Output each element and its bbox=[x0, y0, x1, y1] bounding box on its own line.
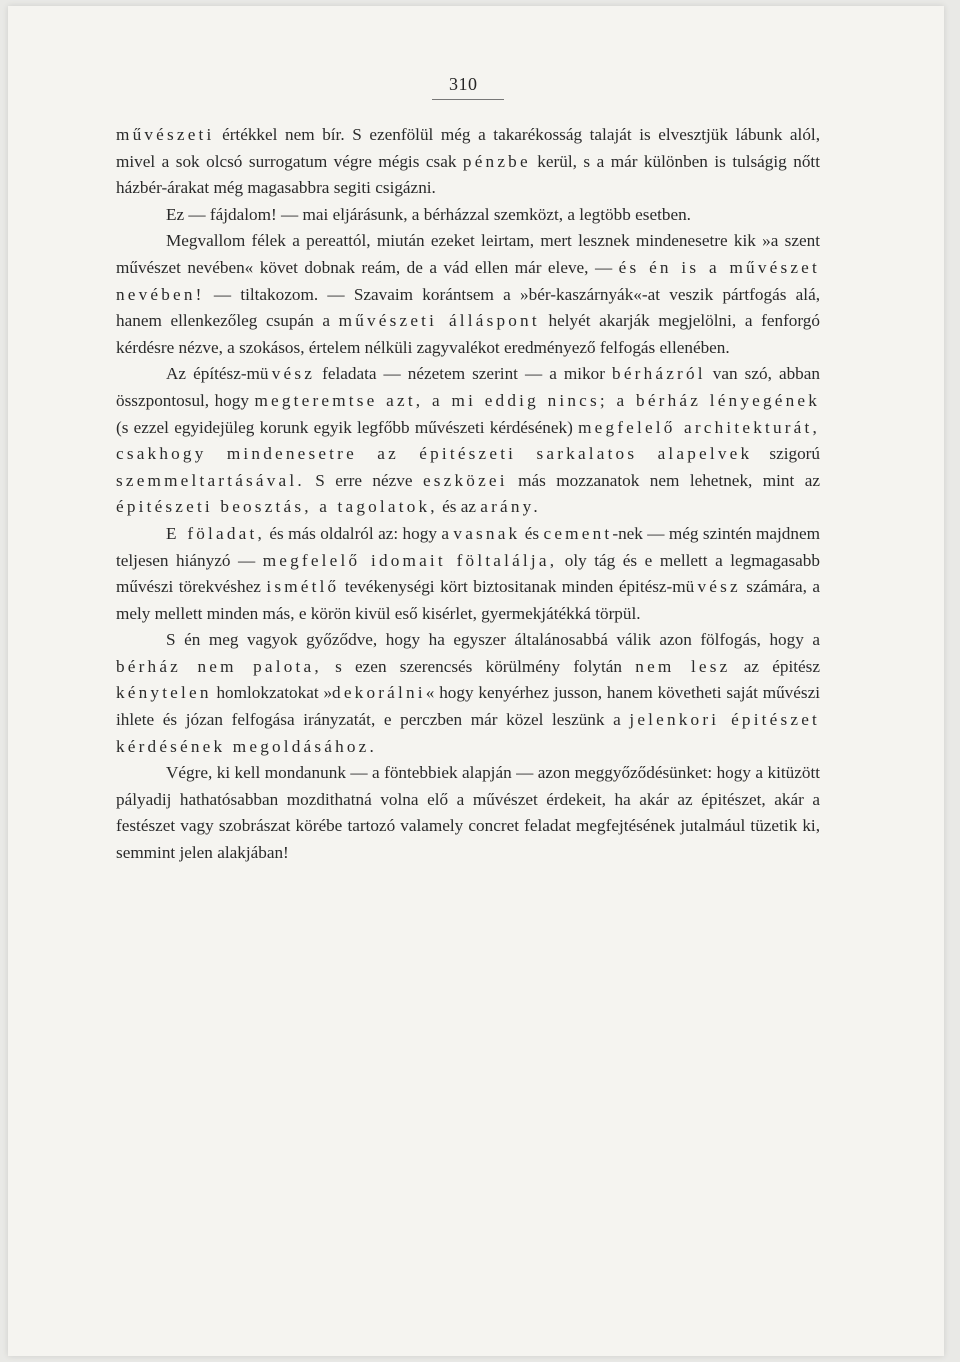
spaced-emphasis: kénytelen bbox=[116, 683, 212, 703]
paragraph bbox=[116, 228, 820, 361]
text-run: más mozzanatok nem lehetnek, mint az bbox=[507, 470, 820, 490]
text-run: Megvallom félek a pereattól, miután ezeket leirtam, mert lesznek mindenesetre kik »a szent művészet nevében« követ dobnak reám, de a vád ellen már eleve, — bbox=[116, 231, 820, 277]
text-run: és az bbox=[437, 497, 481, 517]
text-run: S én meg vagyok győződve, hogy ha egyszer általánosabbá válik azon fölfogás, hogy a bbox=[166, 630, 820, 650]
page-number-rule bbox=[432, 99, 504, 100]
spaced-emphasis: üvész bbox=[259, 364, 316, 384]
text-run: Ez — fájdalom! — mai eljárásunk, a bérházzal szemközt, a legtöbb esetben. bbox=[166, 204, 691, 224]
spaced-emphasis: E föladat, bbox=[166, 523, 265, 543]
spaced-emphasis: nem lesz bbox=[635, 656, 731, 676]
text-run: szigorú bbox=[752, 444, 821, 464]
spaced-emphasis: megfelelő idomait föltalálja, bbox=[262, 550, 558, 570]
text-run: és más oldalról az: hogy a bbox=[264, 523, 454, 543]
spaced-emphasis: ismétlő bbox=[266, 577, 340, 597]
spaced-emphasis: vasnak bbox=[453, 523, 521, 543]
page-number: 310 bbox=[449, 74, 478, 94]
paragraph bbox=[116, 521, 820, 627]
paragraph bbox=[116, 202, 820, 229]
spaced-emphasis: bérház nem palota, bbox=[116, 656, 322, 676]
spaced-emphasis: dekorálni bbox=[332, 683, 426, 703]
paragraph bbox=[116, 627, 820, 760]
text-run: az épitész bbox=[730, 656, 820, 676]
text-run: feladata — nézetem szerint — a mikor bbox=[315, 364, 613, 384]
text-run: — tiltakozom. — Szavaim korántsem a »bér-kaszárnyák«-at veszik pártfogás alá, hanem ellenkezőleg csupán a bbox=[116, 284, 820, 331]
spaced-emphasis: üvész bbox=[685, 577, 741, 597]
spaced-emphasis: épitészeti beosztás, a tagolatok, bbox=[116, 497, 438, 517]
paragraph bbox=[116, 361, 820, 521]
text-run: és bbox=[520, 523, 544, 543]
spaced-emphasis: művészeti bbox=[116, 125, 215, 144]
text-run: homlokzatokat » bbox=[211, 683, 333, 703]
text-run: oly tág és e mellett a legmagasabb művészi törekvéshez bbox=[116, 550, 820, 597]
spaced-emphasis: művészeti álláspont bbox=[338, 311, 540, 331]
body-text bbox=[116, 122, 820, 867]
paragraph bbox=[116, 122, 820, 202]
text-run: számára, a mely mellett minden más, e körön kivül eső kisérlet, gyermekjátékká törpül. bbox=[116, 577, 821, 623]
spaced-emphasis: arány. bbox=[480, 497, 541, 517]
text-run: Végre, ki kell mondanunk — a föntebbiek alapján — azon meggyőződésünket: hogy a kitüzött pályadij hathatósabban mozdithatná volna elő a művészet érdekeit, ha akár az épitészet, akár a festészet vagy szobrászat körébe tartozó valamely concret feladat megfejtésének jutalmául tüzetik ki, semmint jelen alakjában! bbox=[116, 763, 820, 863]
text-run: értékkel nem bír. S ezenfölül még a takarékosság talaját is elvesztjük lábunk alól, mivel a sok olcsó surrogatum végre mégis csak bbox=[116, 125, 820, 171]
spaced-emphasis: bérházról bbox=[612, 364, 706, 384]
text-run: kerül, s a már különben is tulságig nőtt házbér-árakat még magasabbra segiti csigázni. bbox=[116, 151, 820, 198]
text-run: tevékenységi kört biztositanak minden épitész-m bbox=[339, 577, 686, 597]
spaced-emphasis: megteremtse azt, a mi eddig nincs; a bérház lényegének bbox=[254, 390, 821, 410]
spaced-emphasis: és én is a művészet nevében! bbox=[116, 257, 820, 304]
spaced-emphasis: pénzbe bbox=[462, 151, 531, 171]
text-run: van szó, abban összpontosul, hogy bbox=[116, 364, 820, 410]
text-run: « hogy kenyérhez jusson, hanem követheti saját művészi ihlete és józan felfogása irányzatát, e perczben már közel leszünk a bbox=[116, 683, 820, 730]
text-run: -nek — még szintén majdnem teljesen hiányzó — bbox=[116, 523, 820, 570]
spaced-emphasis: megfelelő architekturát, csakhogy mindenesetre az épitészeti sarkalatos alapelvek bbox=[116, 417, 820, 464]
spaced-emphasis: cement bbox=[543, 523, 613, 543]
text-run: S erre nézve bbox=[304, 470, 423, 490]
spaced-emphasis: jelenkori épitészet kérdésének megoldásához. bbox=[116, 710, 820, 756]
spaced-emphasis: eszközei bbox=[422, 470, 508, 490]
text-run: helyét akarják megjelölni, a fenforgó kérdésre nézve, a szokásos, értelem nélküli zagyvalékot eredményező felfogás ellenében. bbox=[116, 311, 820, 357]
text-run: s ezen szerencsés körülmény folytán bbox=[321, 656, 636, 676]
text-run: (s ezzel egyidejüleg korunk egyik legfőbb művészeti kérdésének) bbox=[116, 417, 579, 437]
page-sheet bbox=[8, 6, 944, 1356]
text-run: Az építész-m bbox=[166, 364, 260, 384]
spaced-emphasis: szemmeltartásával. bbox=[116, 470, 305, 490]
paragraph bbox=[116, 760, 820, 866]
